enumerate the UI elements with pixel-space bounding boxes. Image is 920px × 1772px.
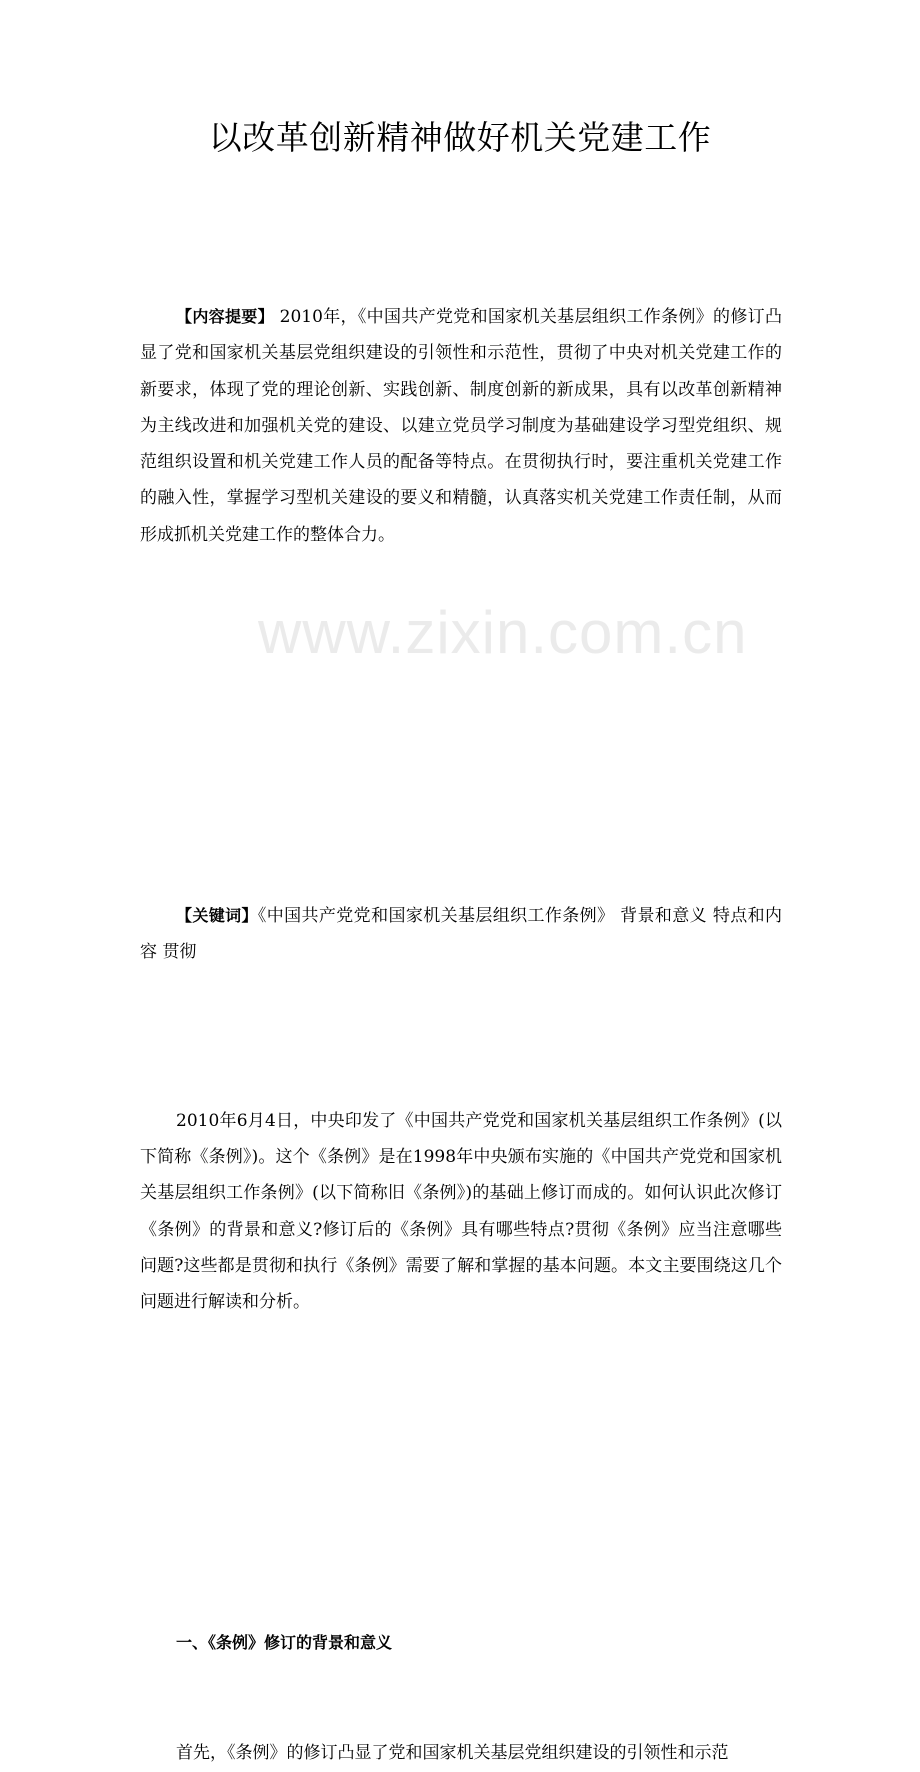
- watermark: www.zixin.com.cn: [258, 599, 748, 666]
- abstract-text: 2010年，《中国共产党党和国家机关基层组织工作条例》的修订凸显了党和国家机关基层党组织建设的引领性和示范性，贯彻了中央对机关党建工作的新要求，体现了党的理论创新、实践创新、制度创新的新成果，具有以改革创新精神为主线改进和加强机关党的建设、以建立党员学习制度为基础建设学习型党组织、规范组织设置和机关党建工作人员的配备等特点。在贯彻执行时，要注重机关党建工作的融入性，掌握学习型机关建设的要义和精髓，认真落实机关党建工作责任制，从而形成抓机关党建工作的整体合力。: [140, 307, 782, 545]
- intro-paragraph: 2010年6月4日，中央印发了《中国共产党党和国家机关基层组织工作条例》(以下简称《条例》)。这个《条例》是在1998年中央颁布实施的《中国共产党党和国家机关基层组织工作条例》(以下简称旧《条例》)的基础上修订而成的。如何认识此次修订《条例》的背景和意义?修订后的《条例》具有哪些特点?贯彻《条例》应当注意哪些问题?这些都是贯彻和执行《条例》需要了解和掌握的基本问题。本文主要围绕这几个问题进行解读和分析。: [140, 1110, 782, 1313]
- keywords-paragraph: [140, 898, 782, 971]
- abstract-tag: 【内容提要】: [176, 307, 274, 326]
- section-heading: 一、《条例》修订的背景和意义: [176, 1633, 393, 1653]
- keywords-text: 《中国共产党党和国家机关基层组织工作条例》 背景和意义 特点和内容 贯彻: [140, 906, 782, 963]
- document-title: 以改革创新精神做好机关党建工作: [208, 118, 712, 157]
- keywords-tag: 【关键词】: [176, 906, 258, 926]
- section-paragraph: 首先，《条例》的修订凸显了党和国家机关基层党组织建设的引领性和示范: [176, 1743, 729, 1764]
- abstract-paragraph: [140, 299, 782, 553]
